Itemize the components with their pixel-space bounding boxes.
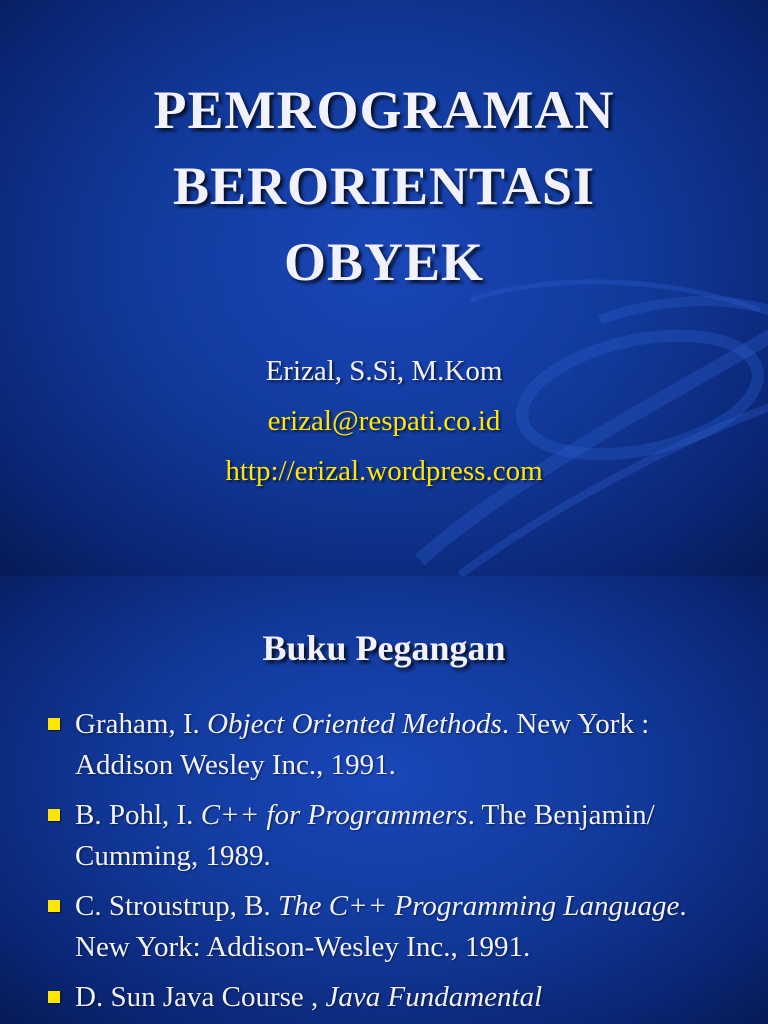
reference-suffix: . New York : Addison Wesley Inc., 1991. [75,708,650,781]
reference-suffix: . The Benjamin/ Cumming, 1989. [75,799,655,872]
title-line: PEMROGRAMAN [153,80,615,140]
title-line: BERORIENTASI [172,156,596,216]
reference-prefix: Graham, I. [75,708,208,740]
reference-prefix: D. Sun Java Course , [75,981,326,1013]
square-bullet-icon [48,900,60,912]
reference-prefix: B. Pohl, I. [75,799,201,831]
reference-suffix: . New York: Addison-Wesley Inc., 1991. [75,890,687,963]
list-item [48,704,748,786]
email-link[interactable]: erizal@respati.co.id [267,405,501,437]
slide-heading: Buku Pegangan [262,628,506,668]
reference-title: Object Oriented Methods [207,708,502,740]
presentation-title [0,72,768,300]
author-info [0,346,768,496]
title-line: OBYEK [283,232,485,292]
list-item [48,886,748,968]
reference-title: The C++ Programming Language [278,890,680,922]
square-bullet-icon [48,809,60,821]
list-item [48,795,748,877]
reference-title: C++ for Programmers [200,799,468,831]
square-bullet-icon [48,991,60,1003]
list-item [48,977,748,1018]
square-bullet-icon [48,718,60,730]
reference-prefix: C. Stroustrup, B. [75,890,279,922]
website-link[interactable]: http://erizal.wordpress.com [225,455,543,487]
reference-list [48,704,748,1024]
author-name: Erizal, S.Si, M.Kom [265,355,503,387]
reference-title: Java Fundamental [325,981,543,1013]
